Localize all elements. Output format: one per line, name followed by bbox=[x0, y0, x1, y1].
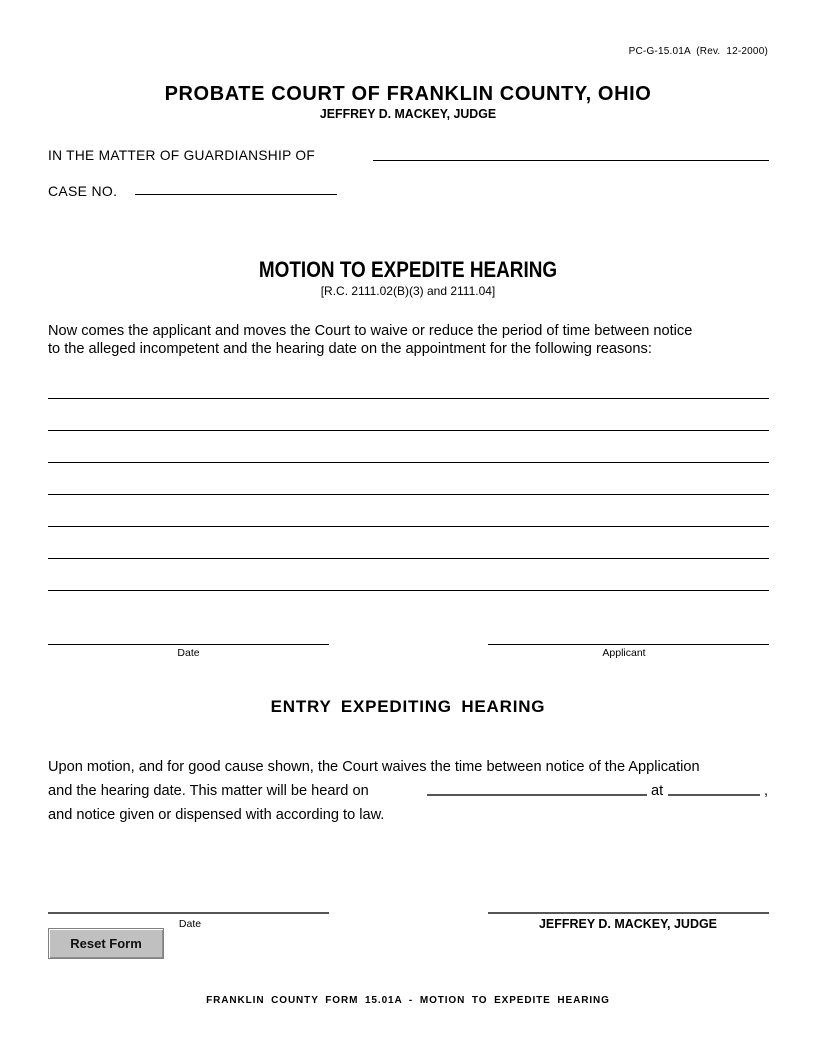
entry-date-caption: Date bbox=[178, 918, 202, 930]
guardianship-name-field[interactable] bbox=[373, 143, 769, 161]
reason-line-3[interactable] bbox=[48, 445, 769, 463]
case-no-label: CASE NO. bbox=[48, 183, 118, 199]
motion-body-line-1: Now comes the applicant and moves the Court to waive or reduce the period of time between notice bbox=[48, 322, 693, 339]
reason-line-6[interactable] bbox=[48, 541, 769, 559]
entry-body-line-3: and notice given or dispensed with according to law. bbox=[48, 806, 385, 823]
judge-caption: JEFFREY D. MACKEY, JUDGE bbox=[538, 916, 717, 931]
hearing-date-field[interactable] bbox=[427, 778, 647, 796]
entry-date-field[interactable] bbox=[48, 896, 329, 914]
entry-body-line-2: and the hearing date. This matter will be heard on bbox=[48, 782, 369, 799]
reason-line-2[interactable] bbox=[48, 413, 769, 431]
at-label: at bbox=[651, 782, 664, 799]
entry-body-line-1: Upon motion, and for good cause shown, the Court waives the time between notice of the Application bbox=[48, 758, 700, 775]
motion-body-line-2: to the alleged incompetent and the hearing date on the appointment for the following reasons: bbox=[48, 340, 652, 357]
applicant-caption: Applicant bbox=[602, 647, 646, 659]
judge-subtitle: JEFFREY D. MACKEY, JUDGE bbox=[319, 106, 497, 121]
comma: , bbox=[764, 782, 769, 799]
hearing-time-field[interactable] bbox=[668, 778, 760, 796]
motion-date-caption: Date bbox=[177, 647, 200, 659]
reason-line-7[interactable] bbox=[48, 573, 769, 591]
matter-label: IN THE MATTER OF GUARDIANSHIP OF bbox=[48, 147, 316, 163]
reason-line-5[interactable] bbox=[48, 509, 769, 527]
reason-line-1[interactable] bbox=[48, 381, 769, 399]
court-title: PROBATE COURT OF FRANKLIN COUNTY, OHIO bbox=[164, 83, 652, 105]
form-id: PC-G-15.01A (Rev. 12-2000) bbox=[628, 46, 768, 57]
entry-title: ENTRY EXPEDITING HEARING bbox=[270, 697, 546, 716]
statute-reference: [R.C. 2111.02(B)(3) and 2111.04] bbox=[320, 284, 496, 298]
reason-line-4[interactable] bbox=[48, 477, 769, 495]
motion-title: MOTION TO EXPEDITE HEARING bbox=[258, 257, 558, 282]
motion-date-field[interactable] bbox=[48, 627, 329, 645]
judge-signature-line bbox=[488, 912, 769, 914]
applicant-signature-line bbox=[488, 644, 769, 645]
form-footer: FRANKLIN COUNTY FORM 15.01A - MOTION TO EXPEDITE HEARING bbox=[206, 995, 610, 1006]
reset-form-button[interactable]: Reset Form bbox=[48, 928, 164, 959]
case-number-field[interactable] bbox=[135, 177, 337, 195]
